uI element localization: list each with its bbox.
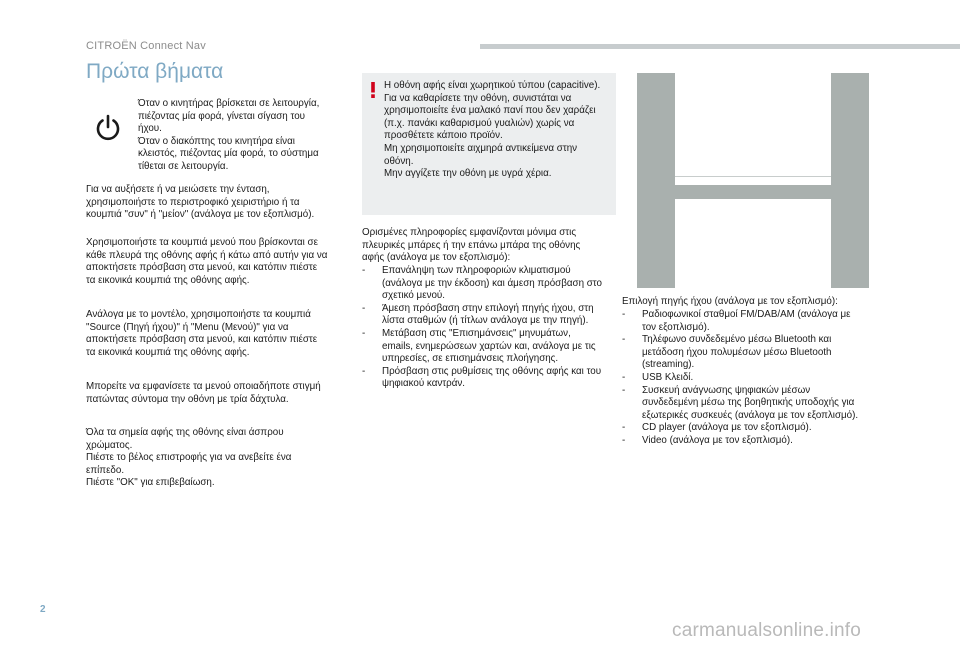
power-icon xyxy=(93,112,123,142)
watermark: carmanualsonline.info xyxy=(672,620,862,641)
page-title: Πρώτα βήματα xyxy=(86,60,224,83)
list-item: - CD player (ανάλογα με τον εξοπλισμό). xyxy=(622,422,884,435)
list-item: - Συσκευή ανάγνωσης ψηφιακών μέσων συνδεδεμένη μέσω της βοηθητικής υποδοχής για εξωτερικές συσκευές (ανάλογα με τον εξοπλισμό). xyxy=(622,385,884,423)
power-button-description: Όταν ο κινητήρας βρίσκεται σε λειτουργία, πιέζοντας μία φορά, γίνεται σίγαση του ήχου. Όταν ο διακόπτης του κινητήρα είναι κλειστός, πιέζοντας μία φορά, το σύστημα τίθεται σε λειτουργία. xyxy=(138,98,320,172)
exclamation-icon xyxy=(370,82,376,98)
page-number: 2 xyxy=(40,604,46,615)
list-item: - USB Κλειδί. xyxy=(622,372,884,385)
right-side-bar xyxy=(831,73,869,288)
three-finger-paragraph: Μπορείτε να εμφανίσετε τα μενού οποιαδήποτε στιγμή πατώντας σύντομα την οθόνη με τρία δάχτυλα. xyxy=(86,381,321,405)
list-item: - Επανάληψη των πληροφοριών κλιματισμού (ανάλογα με την έκδοση) και άμεση πρόσβαση στο σχετικό μενού. xyxy=(362,265,618,303)
warning-text: Η οθόνη αφής είναι χωρητικού τύπου (capacitive). Για να καθαρίσετε την οθόνη, συνιστάται να χρησιμοποιείτε ένα μαλακό πανί που δεν χαράζει (π.χ. πανάκι καθαρισμού γυαλιών) χωρίς να προσθέτετε κάποιο προϊόν. Μη χρησιμοποιείτε αιχμηρά αντικείμενα στην οθόνη. Μην αγγίζετε την οθόνη με υγρά χέρια. xyxy=(384,80,601,180)
list-item: - Άμεση πρόσβαση στην επιλογή πηγής ήχου, στη λίστα σταθμών (ή τίτλων ανάλογα με την πηγή). xyxy=(362,303,618,328)
warning-box xyxy=(362,73,616,215)
left-side-bar xyxy=(637,73,675,288)
screen-area xyxy=(675,73,831,288)
sidebar-info-list xyxy=(362,265,618,391)
touchscreen-illustration xyxy=(637,73,869,288)
list-item: - Μετάβαση στις "Επισημάνσεις" μηνυμάτων, emails, ενημερώσεων χαρτών και, ανάλογα με τις υπηρεσίες, σε επισημάνσεις πλοήγησης. xyxy=(362,328,618,366)
header-bar xyxy=(480,44,960,49)
touch-points-paragraph: Όλα τα σημεία αφής της οθόνης είναι άσπρου χρώματος. Πιέστε το βέλος επιστροφής για να ανεβείτε ένα επίπεδο. Πιέστε "OK" για επιβεβαίωση. xyxy=(86,427,292,489)
audio-source-list xyxy=(622,309,884,448)
screen-top-area xyxy=(675,73,831,177)
source-menu-paragraph: Ανάλογα με το μοντέλο, χρησιμοποιήστε τα κουμπιά "Source (Πηγή ήχου)" ή "Menu (Μενού)" για να αποκτήσετε πρόσβαση στα μενού, και κατόπιν πιέστε τα εικονικά κουμπιά της οθόνης αφής. xyxy=(86,309,318,358)
list-item: - Video (ανάλογα με τον εξοπλισμό). xyxy=(622,435,884,448)
screen-content-area xyxy=(675,199,831,288)
list-item: - Ραδιοφωνικοί σταθμοί FM/DAB/AM (ανάλογα με τον εξοπλισμό). xyxy=(622,309,884,334)
menu-buttons-paragraph: Χρησιμοποιήστε τα κουμπιά μενού που βρίσκονται σε κάθε πλευρά της οθόνης αφής ή κάτω από αυτήν για να αποκτήσετε πρόσβαση στα μενού, και κατόπιν πιέστε τα εικονικά κουμπιά της οθόνης αφής. xyxy=(86,237,328,286)
screen-top-bar xyxy=(675,185,831,199)
audio-source-intro: Επιλογή πηγής ήχου (ανάλογα με τον εξοπλισμό): xyxy=(622,296,838,307)
list-item: - Πρόσβαση στις ρυθμίσεις της οθόνης αφής και του ψηφιακού καντράν. xyxy=(362,366,618,391)
header-title: CITROËN Connect Nav xyxy=(86,40,206,52)
volume-paragraph: Για να αυξήσετε ή να μειώσετε την ένταση, χρησιμοποιήστε το περιστροφικό χειριστήριο ή τα κουμπιά "συν" ή "μείον" (ανάλογα με τον εξοπλισμό). xyxy=(86,184,315,221)
list-item: - Τηλέφωνο συνδεδεμένο μέσω Bluetooth και μετάδοση ήχου πολυμέσων μέσω Bluetooth (streaming). xyxy=(622,334,884,372)
sidebar-info-intro: Ορισμένες πληροφορίες εμφανίζονται μόνιμα στις πλευρικές μπάρες ή την επάνω μπάρα της οθόνης αφής (ανάλογα με τον εξοπλισμό): xyxy=(362,227,581,264)
